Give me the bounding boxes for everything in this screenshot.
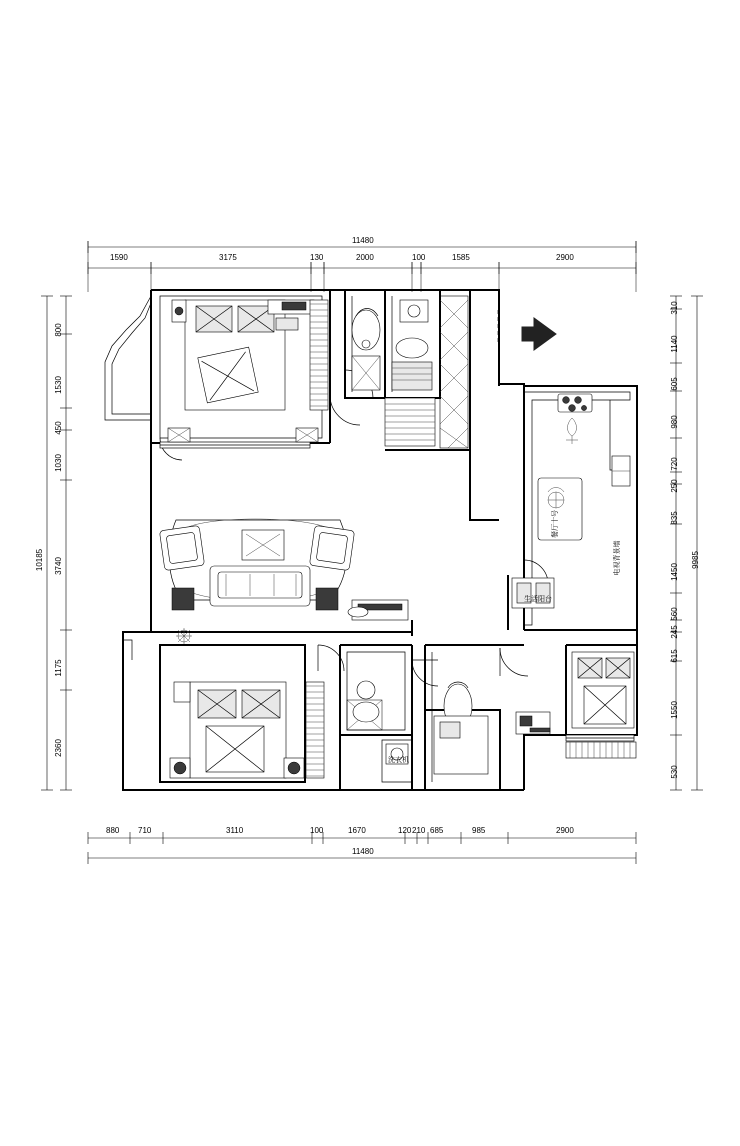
dim-left-1: 800 xyxy=(54,323,63,337)
furniture-lower-bedroom xyxy=(170,682,324,778)
furniture-kitchen-dining xyxy=(512,394,630,608)
dim-right-3: 605 xyxy=(670,377,679,391)
room-label-laundry: 洗衣机 xyxy=(388,757,409,764)
dim-top-overall: 11480 xyxy=(352,236,374,245)
dim-top-5: 100 xyxy=(412,253,426,262)
dim-right-10: 245 xyxy=(670,625,679,639)
dim-right-4: 980 xyxy=(670,415,679,429)
dim-left-4: 1030 xyxy=(54,454,63,472)
furniture-master-bedroom xyxy=(168,300,328,442)
dim-left-2: 1530 xyxy=(54,376,63,394)
dim-right-2: 1140 xyxy=(670,335,679,353)
dim-right-13: 530 xyxy=(670,765,679,779)
dim-top-2: 3175 xyxy=(219,253,237,262)
entry-direction-arrow xyxy=(522,318,556,350)
dim-right-6: 250 xyxy=(670,479,679,493)
dimension-lines-top xyxy=(88,241,636,292)
room-label-balcony: 生活阳台 xyxy=(524,596,552,603)
furniture-lower-bathroom xyxy=(353,681,408,764)
dim-bot-10: 2900 xyxy=(556,826,574,835)
door-swings xyxy=(160,370,548,686)
dim-left-3: 450 xyxy=(54,421,63,435)
dim-left-7: 2360 xyxy=(54,739,63,757)
furniture-living-room xyxy=(159,519,408,644)
dim-left-6: 1175 xyxy=(54,659,63,677)
dimension-lines-left xyxy=(41,296,72,790)
dim-bot-1: 880 xyxy=(106,826,120,835)
dim-bot-4: 100 xyxy=(310,826,324,835)
room-label-tv-wall: 电视背景墙 xyxy=(614,540,621,576)
dim-right-overall: 9985 xyxy=(691,551,700,569)
dim-right-8: 1450 xyxy=(670,563,679,581)
dim-right-5: 720 xyxy=(670,457,679,471)
dim-bottom-overall: 11480 xyxy=(352,847,374,856)
furniture-second-bedroom xyxy=(434,682,550,774)
dim-bot-6: 120 xyxy=(398,826,412,835)
dim-left-5: 3740 xyxy=(54,557,63,575)
dim-right-7: 835 xyxy=(670,511,679,525)
dim-top-3: 130 xyxy=(310,253,324,262)
dim-bot-3: 3110 xyxy=(226,826,244,835)
dim-top-1: 1590 xyxy=(110,253,128,262)
dim-bot-8: 685 xyxy=(430,826,444,835)
dim-bot-9: 985 xyxy=(472,826,486,835)
dim-bot-2: 710 xyxy=(138,826,152,835)
dim-left-overall: 10185 xyxy=(35,548,44,572)
dim-right-12: 1550 xyxy=(670,701,679,719)
dim-top-7: 2900 xyxy=(556,253,574,262)
dim-right-1: 310 xyxy=(670,301,679,315)
furniture-top-bathroom xyxy=(352,300,435,446)
room-label-dining: 餐厅十号 xyxy=(552,510,559,538)
dim-bot-7: 210 xyxy=(412,826,426,835)
furniture-right-bedroom xyxy=(566,652,636,758)
dim-top-6: 1585 xyxy=(452,253,470,262)
dim-right-11: 615 xyxy=(670,649,679,663)
dim-right-9: 560 xyxy=(670,607,679,621)
dim-bot-5: 1670 xyxy=(348,826,366,835)
dim-top-4: 2000 xyxy=(356,253,374,262)
